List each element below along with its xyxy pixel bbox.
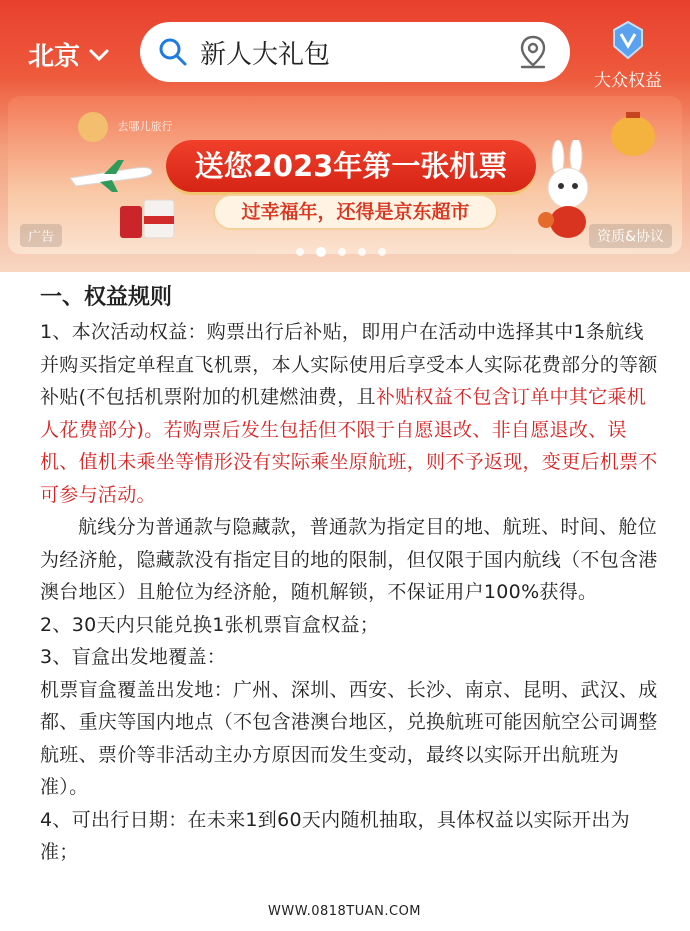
- lantern-icon: [608, 106, 658, 166]
- search-input[interactable]: 新人大礼包: [200, 39, 331, 70]
- promo-banner[interactable]: [8, 96, 682, 254]
- rule-1-text: 1、本次活动权益：购票出行后补贴，即用户在活动中选择其中1条航线并购买指定单程直飞机票，本人实际使用后享受本人实际花费部分的等额补贴(不包括机票附加的机建燃油费，且: [40, 321, 658, 408]
- city-selector[interactable]: [28, 36, 110, 73]
- gift-boxes-icon: [118, 196, 178, 240]
- carousel-dot[interactable]: [378, 248, 386, 256]
- rule-paragraph-3: 3、盲盒出发地覆盖：: [40, 646, 227, 668]
- rules-content: [40, 282, 660, 869]
- carousel-dot[interactable]: [296, 248, 304, 256]
- chevron-down-icon: [88, 48, 110, 62]
- search-icon: [158, 37, 188, 67]
- carousel-dot-active[interactable]: [316, 247, 326, 257]
- brand-logos: [78, 112, 173, 142]
- rule-paragraph-routes: 航线分为普通款与隐藏款，普通款为指定目的地、航班、时间、舱位为经济舱，隐藏款没有指定目的地的限制，但仅限于国内航线（不包含港澳台地区）且舱位为经济舱，随机解锁，不保证用户100%获得。: [40, 516, 658, 603]
- benefits-entry[interactable]: [583, 20, 673, 91]
- festival-logo-icon: [78, 112, 108, 142]
- rule-1-warning: 补贴权益不包含订单中其它乘机人花费部分)。若购票后发生包括但不限于自愿退改、非自愿退改、误机、值机未乘坐等情形没有实际乘坐原航班，则不予返现，变更后机票不可参与活动。: [40, 386, 658, 506]
- rule-paragraph-4: 4、可出行日期：在未来1到60天内随机抽取，具体权益以实际开出为准；: [40, 808, 630, 863]
- rule-paragraph-1: [40, 316, 660, 511]
- ad-label: 广告: [20, 224, 62, 247]
- banner-subline: 过幸福年，还得是京东超市: [213, 194, 498, 230]
- diamond-badge-icon: [608, 20, 648, 60]
- city-label: 北京: [28, 42, 81, 72]
- carousel-dot[interactable]: [338, 248, 346, 256]
- benefits-label: 大众权益: [594, 71, 662, 91]
- carousel-dot[interactable]: [358, 248, 366, 256]
- rules-title: 一、权益规则: [40, 285, 173, 310]
- carousel-indicator: [296, 248, 386, 257]
- watermark: WWW.0818TUAN.COM: [268, 904, 422, 919]
- qualification-link[interactable]: 资质&协议: [589, 224, 672, 248]
- banner-headline: 送您2023年第一张机票: [166, 140, 536, 192]
- brand-text: 去哪儿旅行: [117, 120, 173, 133]
- location-icon[interactable]: [516, 34, 550, 70]
- top-header: [0, 0, 690, 272]
- rule-paragraph-2: 2、30天内只能兑换1张机票盲盒权益；: [40, 613, 380, 636]
- airplane-icon: [66, 156, 156, 196]
- rule-paragraph-origins: 机票盲盒覆盖出发地：广州、深圳、西安、长沙、南京、昆明、武汉、成都、重庆等国内地点（不包含港澳台地区，兑换航班可能因航空公司调整航班、票价等非活动主办方原因而发生变动，最终以实际开出航班为准）。: [40, 678, 658, 798]
- search-bar[interactable]: [140, 22, 570, 82]
